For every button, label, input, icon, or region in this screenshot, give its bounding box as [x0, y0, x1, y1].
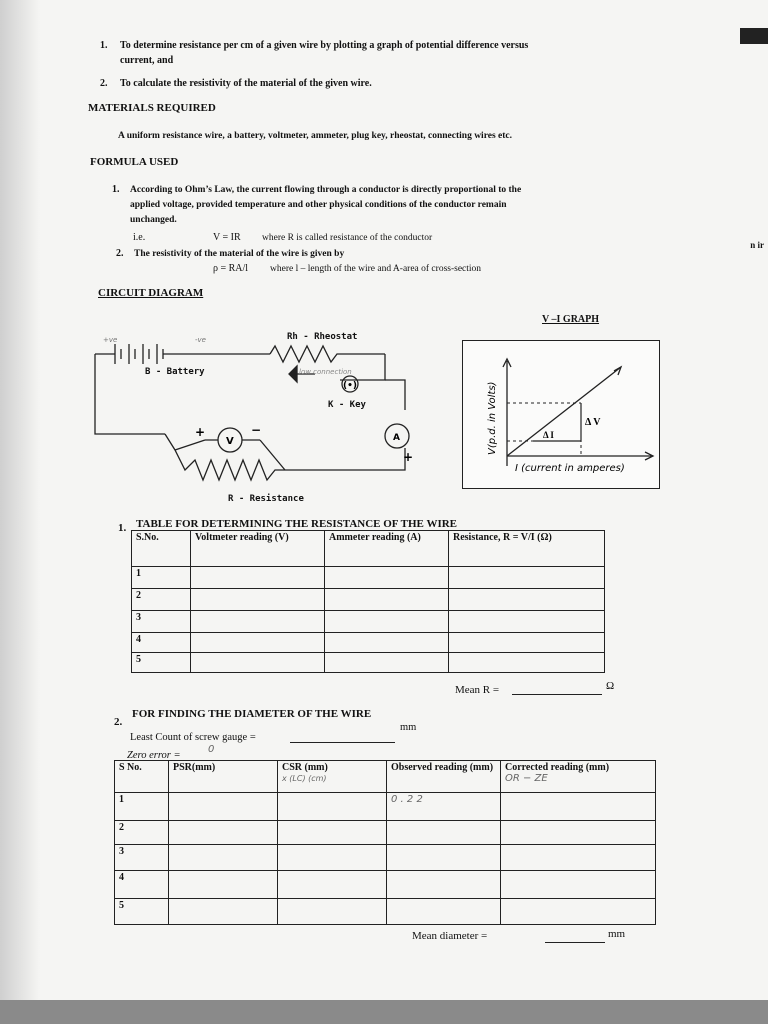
graph-ylabel: V(p.d. in Volts)	[487, 381, 498, 455]
psr-cell[interactable]	[169, 871, 278, 899]
voltmeter-cell[interactable]	[191, 589, 325, 611]
zero-error-value: 0	[208, 744, 215, 755]
vi-graph-box	[462, 340, 660, 489]
row-number: 2	[115, 821, 169, 845]
key-symbol: (•)	[343, 381, 357, 391]
table-row	[115, 793, 656, 821]
least-count-label: Least Count of screw gauge =	[130, 732, 256, 743]
formula-ie: i.e.	[133, 232, 146, 243]
graph-heading: V –I GRAPH	[542, 314, 600, 325]
header-voltmeter: Voltmeter reading (V)	[191, 531, 325, 567]
voltmeter-cell[interactable]	[191, 653, 325, 673]
formula-1-line-1: According to Ohm’s Law, the current flowing through a conductor is directly proportional to the	[130, 185, 522, 195]
resistance-table-header	[132, 531, 605, 567]
margin-fragment: n ir	[750, 240, 764, 250]
table-row	[132, 653, 605, 673]
row-number: 1	[115, 793, 169, 821]
header-resistance: Resistance, R = V/I (Ω)	[449, 531, 605, 567]
mean-r-unit: Ω	[606, 680, 615, 692]
ammeter-cell[interactable]	[325, 653, 449, 673]
delta-i-label: Δ I	[543, 430, 554, 440]
csr-cell[interactable]	[278, 821, 387, 845]
header-observed: Observed reading (mm)	[387, 761, 501, 793]
least-count-blank[interactable]	[290, 742, 395, 743]
csr-hand-note: x (LC) (cm)	[282, 774, 327, 783]
formula-2-num: 2.	[116, 248, 124, 259]
corrected-cell[interactable]	[501, 871, 656, 899]
objective-1-cont: current, and	[120, 55, 174, 66]
circuit-heading: CIRCUIT DIAGRAM	[98, 287, 204, 299]
header-sno: S.No.	[132, 531, 191, 567]
formula-1-num: 1.	[112, 184, 120, 195]
neg-terminal-label: -ve	[195, 336, 206, 344]
csr-cell[interactable]	[278, 793, 387, 821]
mean-diameter-label: Mean diameter =	[412, 930, 488, 942]
header-psr: PSR(mm)	[169, 761, 278, 793]
row-number: 3	[115, 845, 169, 871]
psr-cell[interactable]	[169, 845, 278, 871]
table-row	[115, 871, 656, 899]
row-number: 5	[115, 899, 169, 925]
vi-graph	[463, 341, 659, 488]
voltmeter-symbol: V	[226, 436, 234, 447]
objective-2-text: To calculate the resistivity of the material of the given wire.	[120, 78, 372, 89]
mean-r-label: Mean R =	[455, 684, 500, 696]
battery-label: B - Battery	[145, 367, 205, 377]
corrected-cell[interactable]	[501, 821, 656, 845]
corrected-cell[interactable]	[501, 793, 656, 821]
pos-terminal-label: +ve	[103, 336, 118, 344]
observed-cell[interactable]	[387, 871, 501, 899]
diameter-table-header	[115, 761, 656, 793]
resistance-cell[interactable]	[449, 633, 605, 653]
materials-heading: MATERIALS REQUIRED	[88, 102, 216, 114]
row-number: 4	[115, 871, 169, 899]
voltmeter-cell[interactable]	[191, 633, 325, 653]
plus-sign: +	[195, 425, 206, 439]
materials-text: A uniform resistance wire, a battery, voltmeter, ammeter, plug key, rheostat, connecting wires etc.	[118, 131, 512, 141]
observed-cell[interactable]	[387, 793, 501, 821]
circuit-diagram	[85, 330, 425, 520]
header-corrected-label: Corrected reading (mm)	[505, 762, 610, 773]
minus-sign: −	[251, 423, 262, 437]
ammeter-symbol: A	[393, 433, 400, 443]
psr-cell[interactable]	[169, 899, 278, 925]
resistance-cell[interactable]	[449, 589, 605, 611]
row-number: 4	[132, 633, 191, 653]
table2-title-num: 2.	[114, 716, 123, 728]
formula-1-line-3: unchanged.	[130, 215, 177, 225]
graph-xlabel: I (current in amperes)	[515, 463, 625, 474]
table-row	[132, 589, 605, 611]
ammeter-cell[interactable]	[325, 633, 449, 653]
resistance-cell[interactable]	[449, 611, 605, 633]
formula-2-text: The resistivity of the material of the wire is given by	[134, 249, 345, 259]
objective-1-text: To determine resistance per cm of a given wire by plotting a graph of potential difference versus	[120, 40, 529, 51]
delta-v-label: Δ V	[585, 417, 601, 428]
zero-error-label: Zero error =	[127, 750, 181, 761]
row-number: 3	[132, 611, 191, 633]
ammeter-plus: +	[403, 450, 414, 464]
table1-title: TABLE FOR DETERMINING THE RESISTANCE OF THE WIRE	[136, 518, 458, 530]
table-row	[132, 611, 605, 633]
objective-1-num: 1.	[100, 40, 108, 51]
resistance-cell[interactable]	[449, 567, 605, 589]
table2-title: FOR FINDING THE DIAMETER OF THE WIRE	[132, 708, 372, 720]
resistance-table	[131, 530, 605, 673]
table-row	[132, 567, 605, 589]
psr-cell[interactable]	[169, 821, 278, 845]
resistance-label: R - Resistance	[228, 494, 304, 504]
csr-cell[interactable]	[278, 845, 387, 871]
header-csr-label: CSR (mm)	[282, 762, 328, 773]
header-csr	[278, 761, 387, 793]
header-sno: S No.	[115, 761, 169, 793]
row-number: 2	[132, 589, 191, 611]
page-shadow	[0, 0, 40, 1000]
psr-cell[interactable]	[169, 793, 278, 821]
header-ammeter: Ammeter reading (A)	[325, 531, 449, 567]
table-row	[132, 633, 605, 653]
formula-eq2: ρ = RA/l	[213, 263, 249, 274]
csr-cell[interactable]	[278, 899, 387, 925]
key-label: K - Key	[328, 400, 366, 410]
table-row	[115, 845, 656, 871]
observed-cell[interactable]	[387, 821, 501, 845]
table-row	[115, 899, 656, 925]
formula-eq1-note: where R is called resistance of the conductor	[262, 233, 433, 243]
hand-note-low-connection: low connection	[299, 368, 352, 376]
observed-cell[interactable]	[387, 845, 501, 871]
formula-heading: FORMULA USED	[90, 156, 179, 168]
least-count-unit: mm	[400, 722, 417, 733]
table1-title-num: 1.	[118, 522, 127, 534]
ammeter-cell[interactable]	[325, 611, 449, 633]
diameter-table	[114, 760, 656, 925]
row-number: 5	[132, 653, 191, 673]
mean-r-blank[interactable]	[512, 694, 602, 695]
formula-eq2-note: where l – length of the wire and A-area of cross-section	[270, 264, 482, 274]
rheostat-label: Rh - Rheostat	[287, 332, 358, 342]
header-corrected	[501, 761, 656, 793]
resistance-cell[interactable]	[449, 653, 605, 673]
table-row	[115, 821, 656, 845]
objective-2-num: 2.	[100, 78, 108, 89]
voltmeter-cell[interactable]	[191, 611, 325, 633]
ammeter-cell[interactable]	[325, 567, 449, 589]
observed-cell[interactable]	[387, 899, 501, 925]
corrected-hand-note: OR − ZE	[505, 773, 548, 784]
ammeter-cell[interactable]	[325, 589, 449, 611]
corner-tab	[740, 28, 768, 44]
formula-1-line-2: applied voltage, provided temperature and other physical conditions of the conductor remain	[130, 200, 507, 210]
formula-eq1: V = IR	[213, 232, 241, 243]
csr-cell[interactable]	[278, 871, 387, 899]
voltmeter-cell[interactable]	[191, 567, 325, 589]
mean-diameter-blank[interactable]	[545, 942, 605, 943]
row-number: 1	[132, 567, 191, 589]
mean-diameter-unit: mm	[608, 928, 626, 940]
corrected-cell[interactable]	[501, 845, 656, 871]
corrected-cell[interactable]	[501, 899, 656, 925]
observed-hand-value: 0 . 2 2	[391, 794, 423, 805]
